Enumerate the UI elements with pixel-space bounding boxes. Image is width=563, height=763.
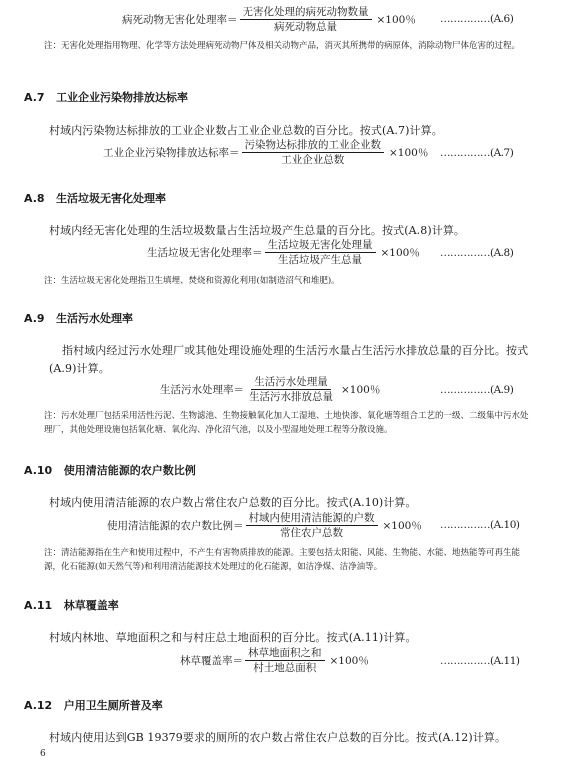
note: 注：污水处理厂包括采用活性污泥、生物滤池、生物接触氧化加人工湿地、土地快渗、氧化塘等组合工艺的一级、二级集中污水处理厂，其他处理设施包括氧化塘、氧化沟、净化沼气池，以及小型湿地处理工程等分散设施。 <box>44 411 529 435</box>
note: 注：生活垃圾无害化处理指卫生填埋、焚烧和资源化利用(如制造沼气和堆肥)。 <box>44 276 340 286</box>
section-heading-a7: A.7 工业企业污染物排放达标率 <box>24 91 189 104</box>
formula-a6 <box>122 6 416 33</box>
section-heading-a12: A.12 户用卫生厕所普及率 <box>24 699 163 712</box>
paragraph: 村域内污染物达标排放的工业企业数占工业企业总数的百分比。按式(A.7)计算。 <box>49 124 443 137</box>
equation-number: ……………(A.6) <box>440 13 514 25</box>
numerator: 无害化处理的病死动物数量 <box>240 6 372 20</box>
page-number: 6 <box>40 749 46 759</box>
section-heading-a9: A.9 生活污水处理率 <box>24 312 134 325</box>
formula-a10: 使用清洁能源的农户数比例＝ $\frac{\text{村域内使用清洁能源的户数}}{\text{常住农户总数}}$ ×100％ <box>107 512 422 539</box>
formula-a11: 林草覆盖率＝ $\frac{\text{林草地面积之和}}{\text{村土地总面积}}$ ×100％ <box>180 647 369 674</box>
section-heading-a11: A.11 林草覆盖率 <box>24 599 119 612</box>
times-100: ×100％ <box>376 14 416 26</box>
paragraph-continuation: (A.9)计算。 <box>49 362 110 375</box>
section-heading-a10: A.10 使用清洁能源的农户数比例 <box>24 464 196 477</box>
paragraph: 村域内使用达到GB 19379要求的厕所的农户数占常住农户总数的百分比。按式(A.12)计算。 <box>49 731 507 744</box>
fraction: $\frac{\text{林草地面积之和}}{\text{村土地总面积}}$ <box>245 647 325 674</box>
formula-a8: 生活垃圾无害化处理率＝ $\frac{\text{生活垃圾无害化处理量}}{\text{生活垃圾产生总量}}$ ×100％ <box>147 239 420 266</box>
formula-lhs: 病死动物无害化处理率＝ <box>122 14 238 26</box>
equation-number: ……………(A.11) <box>440 655 520 667</box>
paragraph: 村域内林地、草地面积之和与村庄总土地面积的百分比。按式(A.11)计算。 <box>49 631 417 644</box>
fraction: $\frac{\text{污染物达标排放的工业企业数}}{\text{工业企业总数}}$ <box>242 139 385 166</box>
section-heading-a8: A.8 生活垃圾无害化处理率 <box>24 192 167 205</box>
paragraph: 村域内经无害化处理的生活垃圾数量占生活垃圾产生总量的百分比。按式(A.8)计算。 <box>49 224 466 237</box>
note: 注：清洁能源指在生产和使用过程中，不产生有害物质排放的能源。主要包括太阳能、风能、生物能、水能、地热能等可再生能源，化石能源(如天然气等)和利用清洁能源技术处理过的化石能源，如洁净煤、洁净油等。 <box>44 548 521 572</box>
note: 注：无害化处理指用物理、化学等方法处理病死动物尸体及相关动物产品，消灭其所携带的病原体，消除动物尸体危害的过程。 <box>44 41 521 51</box>
equation-number: ……………(A.10) <box>440 519 520 531</box>
fraction: $\frac{\text{村域内使用清洁能源的户数}}{\text{常住农户总数}}$ <box>246 512 378 539</box>
denominator: 病死动物总量 <box>274 21 337 33</box>
paragraph: 村域内使用清洁能源的农户数占常住农户总数的百分比。按式(A.10)计算。 <box>49 496 417 509</box>
equation-number: ……………(A.8) <box>440 247 514 259</box>
paragraph: 指村域内经过污水处理厂或其他处理设施处理的生活污水量占生活污水排放总量的百分比。按式 <box>62 344 529 357</box>
fraction <box>240 6 372 33</box>
fraction: $\frac{\text{生活污水处理量}}{\text{生活污水排放总量}}$ <box>249 376 333 403</box>
formula-a9: 生活污水处理率＝ $\frac{\text{生活污水处理量}}{\text{生活污水排放总量}}$ ×100％ <box>160 376 381 403</box>
formula-a7: 工业企业污染物排放达标率＝ $\frac{\text{污染物达标排放的工业企业数}}{\text{工业企业总数}}$ ×100％ <box>103 139 429 166</box>
equation-number: ……………(A.7) <box>440 147 514 159</box>
fraction: $\frac{\text{生活垃圾无害化处理量}}{\text{生活垃圾产生总量}}$ <box>265 239 376 266</box>
equation-number: ……………(A.9) <box>440 384 514 396</box>
